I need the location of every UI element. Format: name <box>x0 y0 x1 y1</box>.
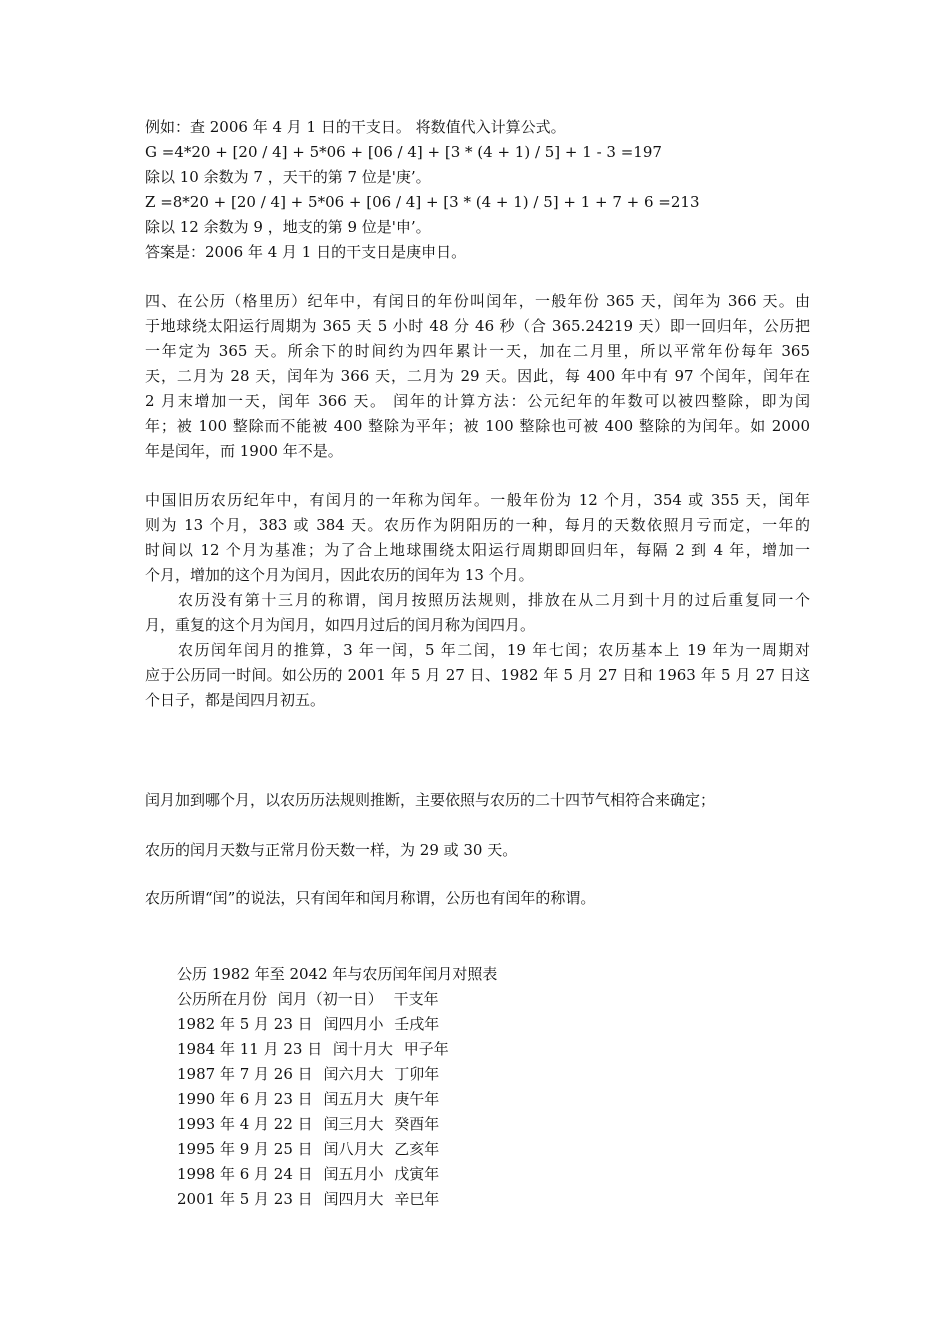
table-cell-ganzhi-year: 丁卯年 <box>394 1065 440 1083</box>
paragraph-line: 年是闰年，而 1900 年不是。 <box>145 442 343 460</box>
table-row <box>177 1037 677 1062</box>
table-cell-ganzhi-year: 癸酉年 <box>394 1115 440 1133</box>
table-title: 公历 1982 年至 2042 年与农历闰年闰月对照表 <box>177 965 498 983</box>
note-text: 农历所谓“闰”的说法，只有闰年和闰月称谓，公历也有闰年的称谓。 <box>145 889 596 907</box>
table-cell-ganzhi-year: 辛巳年 <box>394 1190 440 1208</box>
example-line: 例如：查 2006 年 4 月 1 日的干支日。 将数值代入计算公式。 <box>145 118 566 136</box>
table-row <box>177 1087 677 1112</box>
table-header-cell: 干支年 <box>393 990 439 1008</box>
table-cell-ganzhi-year: 甲子年 <box>403 1040 449 1058</box>
example-line: 除以 12 余数为 9 ，地支的第 9 位是'申’。 <box>145 218 431 236</box>
formula-z: Z =8*20 + [20 / 4] + 5*06 + [06 / 4] + [3 * (4 + 1) / 5] + 1 + 7 + 6 =213 <box>145 193 700 211</box>
paragraph-line: 应于公历同一时间。如公历的 2001 年 5 月 27 日、1982 年 5 月 27 日和 1963 年 5 月 27 日这 <box>145 666 810 684</box>
table-cell-date: 1982 年 5 月 23 日 <box>177 1015 313 1033</box>
table-cell-leap-month: 闰十月大 <box>332 1040 393 1058</box>
paragraph-line: 则为 13 个月，383 或 384 天。农历作为阴阳历的一种，每月的天数依照月亏而定，一年的 <box>145 516 810 534</box>
table-cell-leap-month: 闰八月大 <box>323 1140 384 1158</box>
paragraph-line: 年；被 100 整除而不能被 400 整除为平年；被 100 整除也可被 400 整除的为闰年。如 2000 <box>145 417 810 435</box>
note-leap-month-placement <box>145 788 810 813</box>
gregorian-leap-year-paragraph <box>145 289 810 464</box>
note-leap-term <box>145 886 810 911</box>
table-cell-ganzhi-year: 戊寅年 <box>394 1165 440 1183</box>
note-text: 农历的闰月天数与正常月份天数一样，为 29 或 30 天。 <box>145 841 518 859</box>
table-row <box>177 1012 677 1037</box>
lunar-leap-year-paragraph <box>145 488 810 713</box>
paragraph-line: 天，二月为 28 天，闰年为 366 天，二月为 29 天。因此，每 400 年中有 97 个闰年，闰年在 <box>145 367 810 385</box>
example-line: 除以 10 余数为 7 ，天干的第 7 位是'庚’。 <box>145 168 431 186</box>
table-row <box>177 1112 677 1137</box>
note-leap-month-days <box>145 838 810 863</box>
paragraph-line: 个月，增加的这个月为闰月，因此农历的闰年为 13 个月。 <box>145 566 534 584</box>
table-cell-date: 1998 年 6 月 24 日 <box>177 1165 313 1183</box>
table-cell-date: 1993 年 4 月 22 日 <box>177 1115 313 1133</box>
table-cell-leap-month: 闰三月大 <box>323 1115 384 1133</box>
table-row <box>177 1162 677 1187</box>
table-cell-leap-month: 闰六月大 <box>323 1065 384 1083</box>
table-cell-ganzhi-year: 庚午年 <box>394 1090 440 1108</box>
calculation-example <box>145 115 810 265</box>
paragraph-line: 农历闰年闰月的推算，3 年一闰，5 年二闰，19 年七闰；农历基本上 19 年为一周期对 <box>178 641 810 659</box>
table-cell-leap-month: 闰四月大 <box>323 1190 384 1208</box>
table-cell-date: 1995 年 9 月 25 日 <box>177 1140 313 1158</box>
table-cell-ganzhi-year: 乙亥年 <box>394 1140 440 1158</box>
table-row <box>177 1137 677 1162</box>
table-cell-date: 2001 年 5 月 23 日 <box>177 1190 313 1208</box>
table-cell-leap-month: 闰五月小 <box>323 1165 384 1183</box>
paragraph-line: 农历没有第十三月的称谓，闰月按照历法规则，排放在从二月到十月的过后重复同一个 <box>178 591 810 609</box>
leap-month-table <box>177 962 677 1212</box>
table-row <box>177 1062 677 1087</box>
paragraph-line: 一年定为 365 天。所余下的时间约为四年累计一天，加在二月里，所以平常年份每年 365 <box>145 342 810 360</box>
table-header-row <box>177 987 677 1012</box>
paragraph-line: 2 月末增加一天，闰年 366 天。 闰年的计算方法：公元纪年的年数可以被四整除，即为闰 <box>145 392 810 410</box>
table-row <box>177 1187 677 1212</box>
table-cell-ganzhi-year: 壬戌年 <box>394 1015 440 1033</box>
formula-g: G =4*20 + [20 / 4] + 5*06 + [06 / 4] + [3 * (4 + 1) / 5] + 1 - 3 =197 <box>145 143 662 161</box>
table-cell-date: 1987 年 7 月 26 日 <box>177 1065 313 1083</box>
note-text: 闰月加到哪个月，以农历历法规则推断，主要依照与农历的二十四节气相符合来确定； <box>145 791 716 809</box>
table-cell-date: 1984 年 11 月 23 日 <box>177 1040 323 1058</box>
table-header-cell: 闰月（初一日） <box>277 990 383 1008</box>
table-header-cell: 公历所在月份 <box>177 990 268 1008</box>
paragraph-line: 四、在公历（格里历）纪年中，有闰日的年份叫闰年，一般年份 365 天，闰年为 366 天。由 <box>145 292 810 310</box>
example-answer: 答案是：2006 年 4 月 1 日的干支日是庚申日。 <box>145 243 467 261</box>
table-cell-leap-month: 闰四月小 <box>323 1015 384 1033</box>
paragraph-line: 个日子，都是闰四月初五。 <box>145 691 326 709</box>
paragraph-line: 时间以 12 个月为基准；为了合上地球围绕太阳运行周期即回归年，每隔 2 到 4 年，增加一 <box>145 541 810 559</box>
table-cell-date: 1990 年 6 月 23 日 <box>177 1090 313 1108</box>
table-cell-leap-month: 闰五月大 <box>323 1090 384 1108</box>
paragraph-line: 月，重复的这个月为闰月，如四月过后的闰月称为闰四月。 <box>145 616 536 634</box>
paragraph-line: 于地球绕太阳运行周期为 365 天 5 小时 48 分 46 秒（合 365.24219 天）即一回归年，公历把 <box>145 317 810 335</box>
paragraph-line: 中国旧历农历纪年中，有闰月的一年称为闰年。一般年份为 12 个月，354 或 355 天，闰年 <box>145 491 810 509</box>
